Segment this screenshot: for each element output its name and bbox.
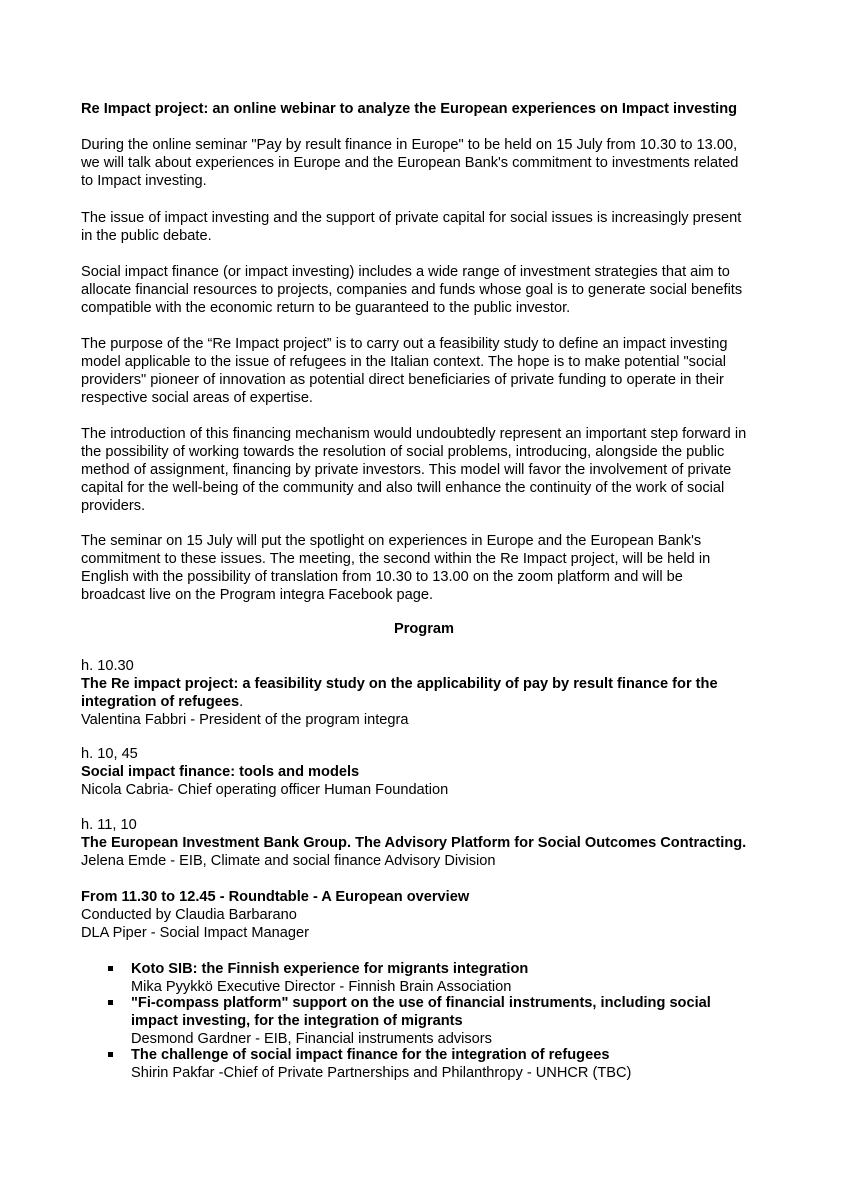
text-line: in the public debate. xyxy=(81,228,212,244)
roundtable-item-speaker: Shirin Pakfar -Chief of Private Partnerships and Philanthropy - UNHCR (TBC) xyxy=(131,1065,632,1081)
session-title: Social impact finance: tools and models xyxy=(81,764,360,780)
roundtable-session xyxy=(81,888,781,942)
roundtable-item-title: The challenge of social impact finance for the integration of refugees xyxy=(131,1047,610,1063)
text-line: Social impact finance (or impact investing) includes a wide range of investment strategies that aim to xyxy=(81,264,730,280)
session-speaker: Jelena Emde - EIB, Climate and social finance Advisory Division xyxy=(81,853,496,869)
text-line: The issue of impact investing and the support of private capital for social issues is increasingly present xyxy=(81,210,742,226)
session-title: The European Investment Bank Group. The Advisory Platform for Social Outcomes Contracting. xyxy=(81,835,747,851)
bullet-icon xyxy=(108,1047,116,1055)
session-time: h. 10, 45 xyxy=(81,746,138,762)
roundtable-moderator-role: DLA Piper - Social Impact Manager xyxy=(81,925,309,941)
text-line: providers. xyxy=(81,498,146,514)
roundtable-item xyxy=(131,960,781,996)
text-line: allocate financial resources to projects, companies and funds whose goal is to generate social benefits xyxy=(81,282,743,298)
text-line: compatible with the economic return to be guaranteed to the public investor. xyxy=(81,300,571,316)
document-title: Re Impact project: an online webinar to analyze the European experiences on Impact investing xyxy=(81,101,738,117)
purpose-paragraph xyxy=(81,335,781,407)
session-title-continued: integration of refugees xyxy=(81,694,240,710)
text-line: commitment to these issues. The meeting, the second within the Re Impact project, will be held in xyxy=(81,551,711,567)
session-time: h. 10.30 xyxy=(81,658,134,674)
roundtable-item-title: "Fi-compass platform" support on the use of financial instruments, including social xyxy=(131,995,711,1011)
text-line: capital for the well-being of the community and also twill enhance the continuity of the work of social xyxy=(81,480,725,496)
text-line: we will talk about experiences in Europe and the European Bank's commitment to investments related xyxy=(81,155,739,171)
roundtable-title: From 11.30 to 12.45 - Roundtable - A European overview xyxy=(81,889,470,905)
text-line: The seminar on 15 July will put the spotlight on experiences in Europe and the European Bank's xyxy=(81,533,702,549)
bullet-icon xyxy=(108,961,116,969)
session-speaker: Nicola Cabria- Chief operating officer Human Foundation xyxy=(81,782,449,798)
text-line: respective social areas of expertise. xyxy=(81,390,313,406)
text-line: providers" pioneer of innovation as potential direct beneficiaries of private funding to operate in their xyxy=(81,372,724,388)
text-line: the possibility of working towards the resolution of social problems, introducing, alongside the public xyxy=(81,444,725,460)
program-session xyxy=(81,816,781,870)
program-session xyxy=(81,657,781,729)
definition-paragraph xyxy=(81,263,781,317)
roundtable-item xyxy=(131,994,781,1048)
session-time: h. 11, 10 xyxy=(81,817,137,833)
text-line: During the online seminar "Pay by result finance in Europe" to be held on 15 July from 10.30 to 13.00, xyxy=(81,137,738,153)
bullet-icon xyxy=(108,995,116,1003)
roundtable-item-speaker: Mika Pyykkö Executive Director - Finnish Brain Association xyxy=(131,979,512,995)
roundtable-item-title: Koto SIB: the Finnish experience for migrants integration xyxy=(131,961,529,977)
session-speaker: Valentina Fabbri - President of the program integra xyxy=(81,712,409,728)
session-title: The Re impact project: a feasibility study on the applicability of pay by result finance for the xyxy=(81,676,718,692)
roundtable-item-title-continued: impact investing, for the integration of migrants xyxy=(131,1013,463,1029)
debate-paragraph xyxy=(81,209,781,245)
session-title-tail: . xyxy=(239,694,244,710)
text-line: to Impact investing. xyxy=(81,173,207,189)
text-line: English with the possibility of translation from 10.30 to 13.00 on the zoom platform and will be xyxy=(81,569,683,585)
roundtable-moderator: Conducted by Claudia Barbarano xyxy=(81,907,297,923)
mechanism-paragraph xyxy=(81,425,781,515)
intro-paragraph xyxy=(81,136,781,190)
program-session xyxy=(81,745,781,799)
session-title-line xyxy=(81,693,781,711)
text-line: model applicable to the issue of refugees in the Italian context. The hope is to make potential "social xyxy=(81,354,726,370)
roundtable-item xyxy=(131,1046,781,1082)
text-line: The purpose of the “Re Impact project” is to carry out a feasibility study to define an impact investing xyxy=(81,336,728,352)
program-heading: Program xyxy=(393,621,454,637)
roundtable-item-speaker: Desmond Gardner - EIB, Financial instruments advisors xyxy=(131,1031,492,1047)
seminar-paragraph xyxy=(81,532,781,604)
text-line: The introduction of this financing mechanism would undoubtedly represent an important step forward in xyxy=(81,426,747,442)
text-line: broadcast live on the Program integra Facebook page. xyxy=(81,587,434,603)
text-line: method of assignment, financing by private investors. This model will favor the involvement of private xyxy=(81,462,732,478)
